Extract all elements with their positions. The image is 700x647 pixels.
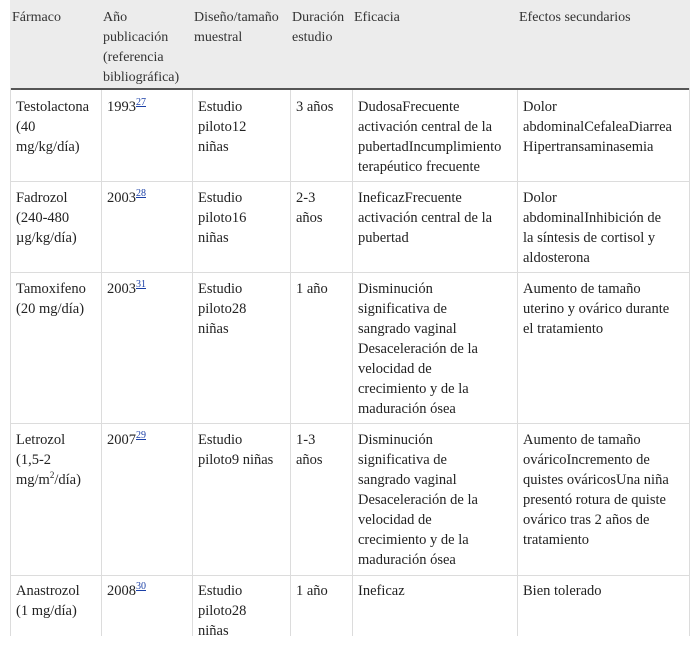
cell-line: velocidad de <box>358 361 432 377</box>
cell-farmaco <box>16 581 80 621</box>
column-divider <box>517 90 518 636</box>
cell-efectos <box>523 279 669 339</box>
cell-line: quistes ováricosUna niña <box>523 472 669 488</box>
cell-line: ovárico tras 2 años de <box>523 512 650 528</box>
cell-line: Aumento de tamaño <box>523 281 641 297</box>
cell-line: velocidad de <box>358 512 432 528</box>
cell-line: µg/kg/día) <box>16 230 77 246</box>
header-line: Diseño/tamaño <box>194 10 279 25</box>
cell-line: Aumento de tamaño <box>523 432 641 448</box>
cell-duracion <box>296 188 323 228</box>
exponent: 2 <box>49 470 55 481</box>
header-line: muestral <box>194 30 243 45</box>
cell-efectos <box>523 581 602 601</box>
cell-diseno <box>198 279 246 339</box>
reference-link[interactable]: 29 <box>136 430 146 442</box>
cell-line: Estudio <box>198 281 243 297</box>
cell-eficacia <box>358 97 501 177</box>
cell-year <box>107 97 146 117</box>
cell-line: años <box>296 210 323 226</box>
cell-line: crecimiento y de la <box>358 532 469 548</box>
cell-diseno <box>198 430 273 470</box>
cell-line: la síntesis de cortisol y <box>523 230 656 246</box>
cell-farmaco <box>16 279 86 319</box>
cell-line: 1-3 <box>296 432 316 448</box>
header-efectos <box>519 8 631 28</box>
header-diseno <box>194 8 279 48</box>
cell-year <box>107 188 146 208</box>
cell-line: Desaceleración de la <box>358 341 478 357</box>
cell-line: (20 mg/día) <box>16 301 85 317</box>
cell-line: (1 mg/día) <box>16 603 77 619</box>
cell-line: terapéutico frecuente <box>358 159 480 175</box>
cell-eficacia <box>358 188 492 248</box>
reference-link[interactable]: 28 <box>136 188 146 200</box>
header-anio <box>103 8 179 88</box>
cell-duracion <box>296 581 328 601</box>
cell-line: abdominalInhibición de <box>523 210 662 226</box>
header-line: Año <box>103 10 128 25</box>
cell-line: (240-480 <box>16 210 70 226</box>
year-value: 2003 <box>107 190 136 206</box>
cell-line: Dolor <box>523 99 557 115</box>
cell-eficacia <box>358 279 478 419</box>
cell-line: ováricoIncremento de <box>523 452 650 468</box>
cell-eficacia <box>358 581 405 601</box>
reference-link[interactable]: 27 <box>136 97 146 109</box>
year-value: 1993 <box>107 99 136 115</box>
cell-line: Anastrozol <box>16 583 80 599</box>
cell-line: años <box>296 452 323 468</box>
cell-line: niñas <box>198 230 229 246</box>
cell-line: activación central de la <box>358 210 493 226</box>
cell-line: activación central de la <box>358 119 493 135</box>
cell-year <box>107 279 146 299</box>
cell-line: abdominalCefaleaDiarrea <box>523 119 672 135</box>
cell-eficacia <box>358 430 478 570</box>
cell-line: IneficazFrecuente <box>358 190 462 206</box>
cell-line: (1,5-2 <box>16 452 52 468</box>
cell-line: niñas <box>198 139 229 155</box>
cell-diseno <box>198 97 246 157</box>
header-duracion <box>292 8 344 48</box>
cell-farmaco <box>16 430 81 490</box>
cell-farmaco <box>16 97 89 157</box>
cell-line: 2-3 <box>296 190 316 206</box>
cell-line: piloto12 <box>198 119 247 135</box>
cell-line: Disminución <box>358 432 433 448</box>
cell-line: Desaceleración de la <box>358 492 478 508</box>
cell-line: Hipertransaminasemia <box>523 139 654 155</box>
column-divider <box>290 90 291 636</box>
cell-year <box>107 430 146 450</box>
header-line: Eficacia <box>354 10 400 25</box>
header-line: estudio <box>292 30 333 45</box>
header-eficacia <box>354 8 400 28</box>
cell-farmaco <box>16 188 77 248</box>
column-divider <box>352 90 353 636</box>
cell-line: (40 <box>16 119 36 135</box>
cell-line: sangrado vaginal <box>358 472 457 488</box>
cell-text: mg/m <box>16 472 50 488</box>
cell-line: 1 año <box>296 583 328 599</box>
cell-year <box>107 581 146 601</box>
cell-efectos <box>523 97 672 157</box>
cell-line: uterino y ovárico durante <box>523 301 670 317</box>
cell-diseno <box>198 188 246 248</box>
year-value: 2007 <box>107 432 136 448</box>
cell-line <box>16 470 81 490</box>
cell-line: Estudio <box>198 583 243 599</box>
cell-line: sangrado vaginal <box>358 321 457 337</box>
cell-duracion <box>296 97 333 117</box>
cell-line: 3 años <box>296 99 334 115</box>
cell-line: Dolor <box>523 190 557 206</box>
cell-line: tratamiento <box>523 532 590 548</box>
header-line: Efectos secundarios <box>519 10 631 25</box>
cell-efectos <box>523 188 661 268</box>
cell-line: significativa de <box>358 301 447 317</box>
cell-line: presentó rotura de quiste <box>523 492 666 508</box>
header-farmaco <box>12 8 61 28</box>
cell-line: maduración ósea <box>358 401 456 417</box>
cell-line: piloto9 niñas <box>198 452 274 468</box>
cell-line: DudosaFrecuente <box>358 99 460 115</box>
cell-line: niñas <box>198 623 229 639</box>
cell-line: significativa de <box>358 452 447 468</box>
cell-line: Testolactona <box>16 99 90 115</box>
cell-line: mg/kg/día) <box>16 139 80 155</box>
cell-line: Letrozol <box>16 432 66 448</box>
cell-line: piloto28 <box>198 301 247 317</box>
cell-diseno <box>198 581 246 641</box>
cell-duracion <box>296 279 328 299</box>
year-value: 2008 <box>107 583 136 599</box>
cell-line: Bien tolerado <box>523 583 602 599</box>
cell-text: /día) <box>54 472 81 488</box>
cell-line: Estudio <box>198 432 243 448</box>
cell-line: niñas <box>198 321 229 337</box>
cell-line: pubertadIncumplimiento <box>358 139 502 155</box>
year-value: 2003 <box>107 281 136 297</box>
cell-line: piloto28 <box>198 603 247 619</box>
cell-line: Estudio <box>198 190 243 206</box>
header-line: Duración <box>292 10 345 25</box>
cell-line: Ineficaz <box>358 583 405 599</box>
reference-link[interactable]: 30 <box>136 581 146 593</box>
header-line: (referencia <box>103 50 164 65</box>
cell-line: crecimiento y de la <box>358 381 469 397</box>
cell-line: Disminución <box>358 281 433 297</box>
header-line: publicación <box>103 30 169 45</box>
cell-line: Fadrozol <box>16 190 68 206</box>
cell-line: piloto16 <box>198 210 247 226</box>
cell-line: Estudio <box>198 99 243 115</box>
column-divider <box>192 90 193 636</box>
cell-duracion <box>296 430 323 470</box>
cell-line: maduración ósea <box>358 552 456 568</box>
cell-line: 1 año <box>296 281 328 297</box>
header-line: bibliográfica) <box>103 70 180 85</box>
cell-line: pubertad <box>358 230 409 246</box>
cell-efectos <box>523 430 669 550</box>
cell-line: aldosterona <box>523 250 590 266</box>
cell-line: el tratamiento <box>523 321 604 337</box>
column-divider <box>101 90 102 636</box>
cell-line: Tamoxifeno <box>16 281 86 297</box>
header-line: Fármaco <box>12 10 61 25</box>
reference-link[interactable]: 31 <box>136 279 146 291</box>
